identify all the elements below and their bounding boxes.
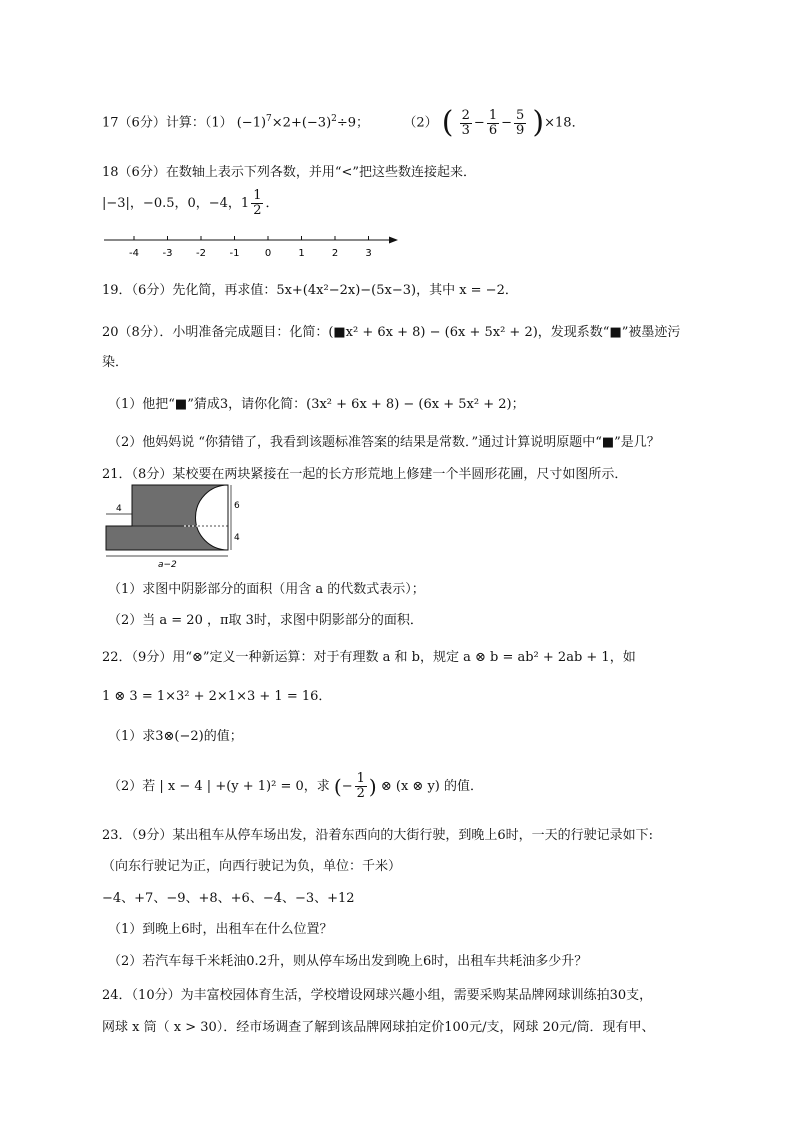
q23-data: −4、+7、−9、+8、+6、−4、−3、+12 [102, 891, 355, 906]
q21-figure [100, 480, 250, 570]
q24-line2: 网球 x 筒（ x > 30）．经市场调查了解到该品牌网球拍定价100元/支，网球 20元/筒．现有甲、 [102, 1020, 655, 1035]
fig-label-bottom-right: 4 [234, 533, 240, 543]
number-line-label: -1 [229, 248, 240, 259]
q17-p1-exp2: 2 [331, 114, 337, 125]
q18-mixed-frac: $\frac{1}{2}$ [253, 188, 262, 218]
q22-example: 1 ⊗ 3 = 1×3² + 2×1×3 + 1 = 16． [102, 689, 332, 704]
q20-sub1-expr: (3x² + 6x + 8) − (6x + 5x² + 2)； [306, 397, 525, 412]
q19-text [102, 279, 518, 298]
fig-label-bottom: a−2 [158, 560, 177, 570]
q17-head: 17（6分）计算：（1） [102, 115, 233, 131]
q17-p1-exp: 7 [266, 114, 272, 125]
q17-p1-base: (−1) [236, 115, 267, 131]
q17-p1-mid: ×2+(−3) [271, 115, 332, 131]
q22-frac: $\frac{1}{2}$ [356, 771, 365, 801]
q20-line1: 20（8分）．小明准备完成题目：化简：(■x² + 6x + 8) − (6x + 5x² + 2)，发现系数“■”被墨迹污 [102, 325, 681, 340]
q23-sub2: （2）若汽车每千米耗油0.2升，则从停车场出发到晚上6时，出租车共耗油多少升？ [108, 954, 588, 969]
number-line-label: 2 [331, 248, 339, 259]
number-line-label: 0 [264, 248, 272, 259]
number-line-label: 3 [365, 248, 372, 259]
q21-text: 21．（8分）某校要在两块紧接在一起的长方形荒地上修建一个半圆形花圃，尺寸如图所示． [102, 467, 628, 482]
q19-body: 19．（6分）先化简，再求值：5x+(4x²−2x)−(5x−3)，其中 x = −2． [102, 283, 518, 298]
q20-line2: 染． [102, 355, 129, 370]
number-line-label: -4 [129, 248, 139, 259]
q23-text: 23．（9分）某出租车从停车场出发，沿着东西向的大街行驶，到晚上6时，一天的行驶记录如下: [102, 828, 653, 843]
q22-sub2: （2）若 | x − 4 | +(y + 1)² = 0，求 (− $\frac{1}{2}$ ) ⊗ (x ⊗ y) 的值． [108, 771, 484, 801]
q20-sub1: （1）他把“■”猜成3，请你化简：(3x² + 6x + 8) − (6x + 5x² + 2)； [108, 397, 525, 412]
q18-text: 18（6分）在数轴上表示下列各数，并用“<”把这些数连接起来． [102, 165, 476, 180]
fig-label-top-right: 6 [234, 501, 240, 511]
q17-p2-tail: ×18． [544, 115, 585, 131]
q17-line: 17（6分）计算：（1） $(-1)^7\times 2+(-3)^2\div 9$； （2） ( $\frac{2}{3}$ − $\frac{1}{6}$ − $\frac{5}{9}$ )×18． [102, 105, 585, 140]
q17-frac-2: $\frac{1}{6}$ [488, 107, 498, 138]
q21-sub2: （2）当 a = 20 ，π取 3时，求图中阴影部分的面积． [108, 613, 423, 628]
q20-expr1: (■x² + 6x + 8) − (6x + 5x² + 2) [328, 325, 538, 340]
fig-label-left: 4 [116, 504, 122, 514]
q23-sub1: （1）到晚上6时，出租车在什么位置？ [108, 922, 333, 937]
q17-p2-label: （2） [403, 115, 438, 131]
number-line-label: -2 [196, 248, 206, 259]
number-line-label: -3 [162, 248, 173, 259]
number-line [100, 232, 410, 262]
q21-sub1: （1）求图中阴影部分的面积（用含 a 的代数式表示）； [108, 582, 425, 597]
q23-note: （向东行驶记为正，向西行驶记为负，单位：千米） [102, 859, 402, 874]
q22-sub1: （1）求3⊗(−2)的值； [108, 729, 243, 744]
q20-sub2: （2）他妈妈说 “你猜错了，我看到该题标准答案的结果是常数．”通过计算说明原题中“■”是几？ [108, 435, 660, 450]
q17-frac-1: $\frac{2}{3}$ [461, 107, 470, 138]
q22-text: 22．（9分）用“⊗”定义一种新运算：对于有理数 a 和 b，规定 a ⊗ b = ab² + 2ab + 1，如 [102, 650, 636, 665]
number-line-label: 1 [298, 248, 305, 259]
q24-line1: 24．（10分）为丰富校园体育生活，学校增设网球兴趣小组，需要采购某品牌网球训练拍30支， [102, 988, 653, 1003]
q17-frac-3: $\frac{5}{9}$ [516, 107, 525, 138]
arrow-icon [389, 237, 398, 244]
q18-nums: |−3|，−0.5，0，−4，1 $\frac{1}{2}$ ． [102, 188, 279, 218]
q17-p1-tail: ÷9； [336, 115, 370, 131]
